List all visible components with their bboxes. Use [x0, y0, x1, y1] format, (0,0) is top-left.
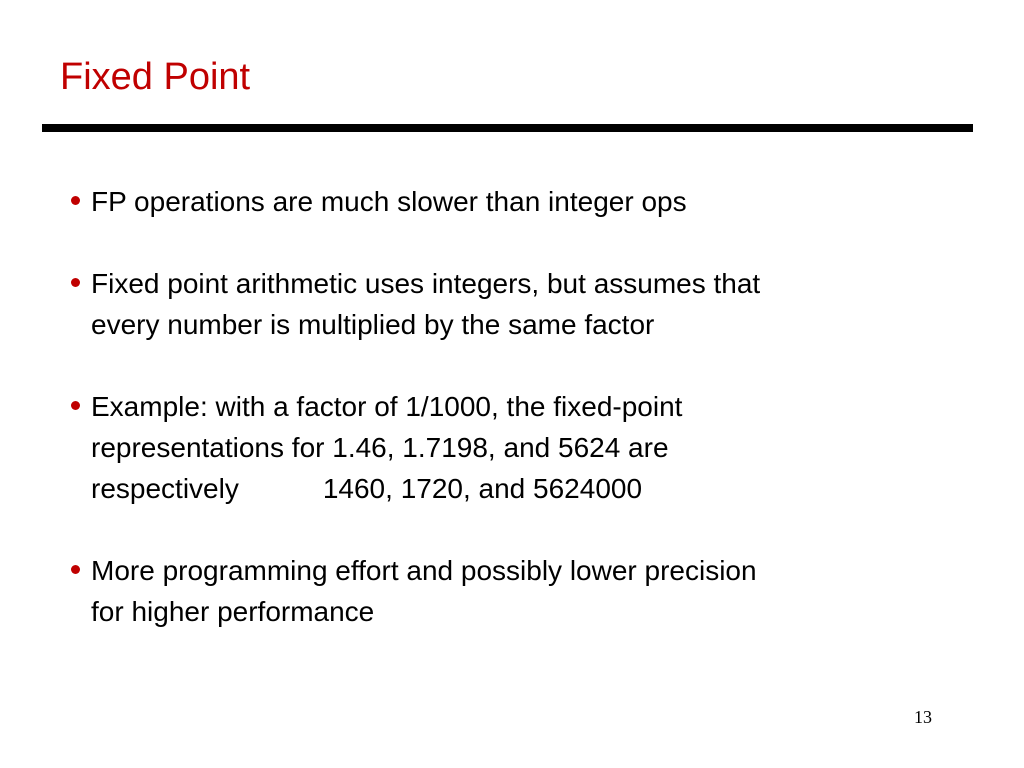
- bullet-text-line: Example: with a factor of 1/1000, the fixed-point: [91, 391, 683, 422]
- page-number: 13: [914, 707, 932, 727]
- bullet-dot-icon: [71, 401, 80, 410]
- fixed-point-values: 1460, 1720, and 5624000: [322, 473, 643, 504]
- bullet-item: [70, 386, 930, 509]
- bullet-dot-icon: [71, 278, 80, 287]
- bullet-text-line: every number is multiplied by the same factor: [91, 309, 655, 340]
- bullet-text-line: More programming effort and possibly lower precision: [91, 555, 757, 586]
- bullet-dot-icon: [71, 196, 80, 205]
- title-divider: [42, 124, 973, 132]
- bullet-item: [70, 550, 930, 632]
- bullet-dot-icon: [71, 565, 80, 574]
- bullet-text-line: representations for 1.46, 1.7198, and 5624 are: [91, 432, 669, 463]
- bullet-item: [70, 263, 930, 345]
- bullet-list: [70, 181, 930, 632]
- bullet-text-line: for higher performance: [91, 596, 375, 627]
- bullet-text-line: [91, 468, 930, 509]
- slide-title: Fixed Point: [60, 56, 251, 98]
- bullet-text-line: Fixed point arithmetic uses integers, but assumes that: [91, 268, 761, 299]
- bullet-item: [70, 181, 930, 222]
- bullet-text-line: FP operations are much slower than integer ops: [91, 186, 687, 217]
- respectively-label: respectively: [91, 473, 239, 504]
